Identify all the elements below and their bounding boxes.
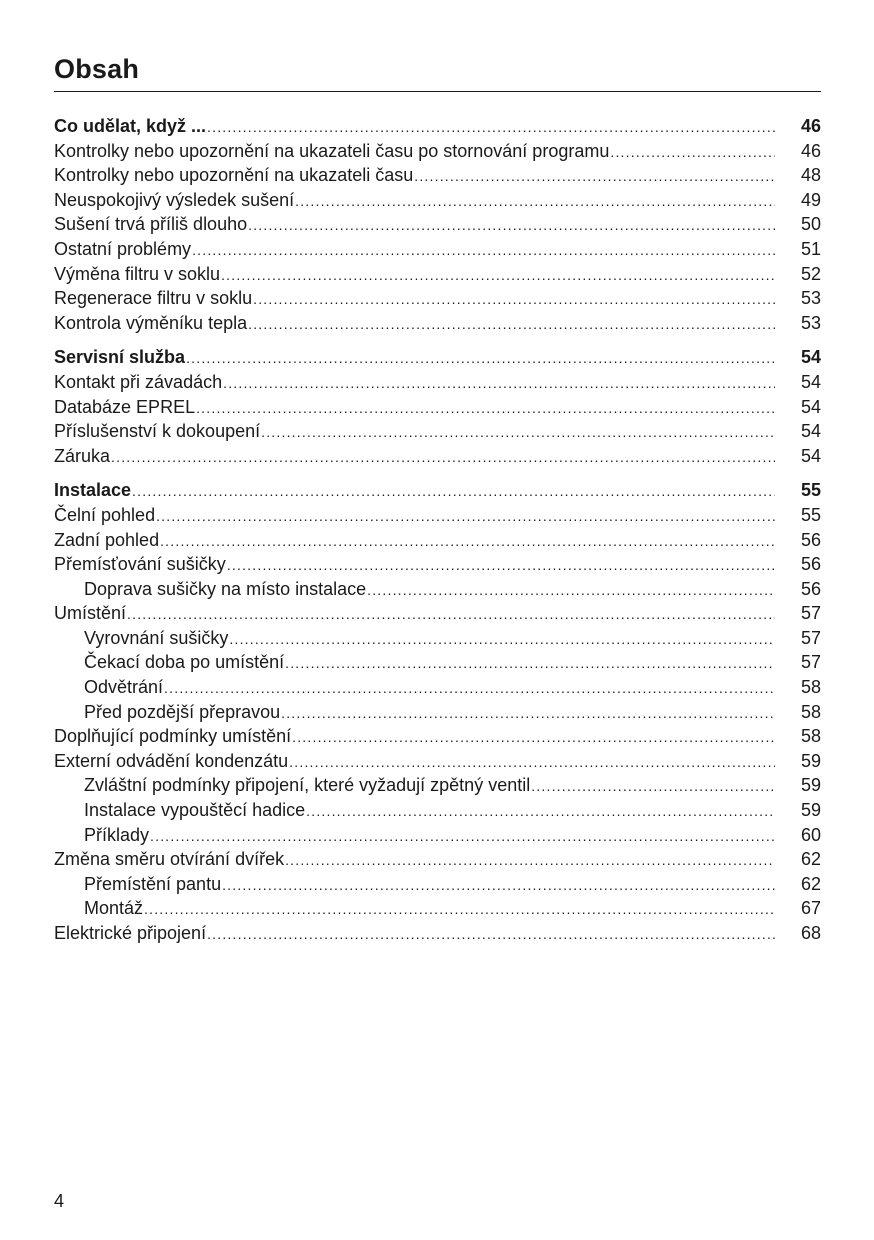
- toc-entry[interactable]: [54, 237, 821, 262]
- toc-entry-label: Čelní pohled: [54, 504, 156, 525]
- dot-leader: [156, 504, 775, 529]
- toc-entry[interactable]: [54, 503, 821, 528]
- toc-entry-page: 60: [800, 824, 821, 845]
- toc-entry-page: 55: [800, 504, 821, 525]
- dot-leader: [132, 479, 775, 504]
- toc-entry-page: 46: [800, 140, 821, 161]
- toc-subentry[interactable]: [54, 896, 821, 921]
- toc-entry-page: 56: [800, 554, 821, 575]
- dot-leader: [281, 701, 775, 726]
- toc-entry-label: Umístění: [54, 603, 127, 624]
- toc-entry-page: 56: [800, 529, 821, 550]
- toc-entry-page: 58: [800, 726, 821, 747]
- toc-entry-page: 54: [800, 421, 821, 442]
- toc-entry-label: Čekací doba po umístění: [84, 652, 285, 673]
- dot-leader: [160, 529, 775, 554]
- toc-entry-page: 58: [800, 677, 821, 698]
- dot-leader: [285, 651, 775, 676]
- toc-entry-page: 48: [800, 165, 821, 186]
- toc-entry-page: 56: [800, 578, 821, 599]
- toc-subentry[interactable]: [54, 577, 821, 602]
- dot-leader: [285, 848, 775, 873]
- toc-entry-page: 67: [800, 898, 821, 919]
- dot-leader: [196, 396, 775, 421]
- toc-entry-page: 53: [800, 312, 821, 333]
- toc-entry[interactable]: [54, 528, 821, 553]
- toc-entry-page: 57: [800, 603, 821, 624]
- toc-entry-label: Co udělat, když ...: [54, 116, 207, 136]
- dot-leader: [221, 263, 775, 288]
- toc-entry-label: Kontakt při závadách: [54, 371, 223, 392]
- toc-entry-label: Elektrické připojení: [54, 923, 207, 943]
- toc-section: [54, 345, 821, 468]
- toc-subentry[interactable]: [54, 700, 821, 725]
- table-of-contents: [54, 114, 821, 956]
- toc-section: [54, 478, 821, 945]
- dot-leader: [248, 213, 775, 238]
- dot-leader: [192, 238, 775, 263]
- toc-entry-page: 59: [800, 800, 821, 821]
- toc-entry-page: 46: [800, 116, 821, 136]
- toc-entry-page: 57: [800, 627, 821, 648]
- dot-leader: [261, 420, 775, 445]
- toc-heading[interactable]: [54, 345, 821, 370]
- dot-leader: [414, 164, 775, 189]
- toc-heading[interactable]: [54, 478, 821, 503]
- dot-leader: [127, 602, 775, 627]
- page-number: 4: [54, 1191, 65, 1211]
- toc-entry-label: Doprava sušičky na místo instalace: [84, 578, 367, 599]
- dot-leader: [292, 725, 775, 750]
- dot-leader: [306, 799, 775, 824]
- toc-entry-page: 59: [800, 750, 821, 771]
- toc-entry-label: Kontrola výměníku tepla: [54, 312, 248, 333]
- toc-entry-label: Příklady: [84, 824, 150, 845]
- toc-entry[interactable]: [54, 370, 821, 395]
- dot-leader: [289, 750, 775, 775]
- toc-entry-label: Před pozdější přepravou: [84, 701, 281, 722]
- toc-entry[interactable]: [54, 212, 821, 237]
- toc-entry-label: Sušení trvá příliš dlouho: [54, 214, 248, 235]
- toc-entry[interactable]: [54, 262, 821, 287]
- title-rule: [54, 91, 821, 92]
- toc-entry-page: 49: [800, 189, 821, 210]
- toc-entry-label: Databáze EPREL: [54, 396, 196, 417]
- page-title: Obsah: [54, 54, 140, 84]
- toc-entry[interactable]: [54, 395, 821, 420]
- toc-entry-page: 68: [800, 923, 821, 943]
- toc-section: [54, 114, 821, 335]
- toc-entry[interactable]: [54, 311, 821, 336]
- toc-entry-label: Výměna filtru v soklu: [54, 263, 221, 284]
- toc-entry-label: Zadní pohled: [54, 529, 160, 550]
- toc-entry-page: 51: [800, 238, 821, 259]
- toc-entry-label: Servisní služba: [54, 347, 186, 368]
- toc-entry-page: 62: [800, 849, 821, 870]
- toc-entry-label: Přemístění pantu: [84, 873, 222, 894]
- dot-leader: [227, 553, 775, 578]
- toc-subentry[interactable]: [54, 773, 821, 798]
- toc-entry-label: Záruka: [54, 445, 111, 466]
- toc-heading[interactable]: [54, 114, 821, 139]
- dot-leader: [207, 115, 775, 140]
- toc-subentry[interactable]: [54, 872, 821, 897]
- toc-entry-label: Odvětrání: [84, 677, 164, 698]
- toc-entry-label: Kontrolky nebo upozornění na ukazateli času: [54, 165, 414, 186]
- toc-entry[interactable]: [54, 188, 821, 213]
- toc-entry-page: 54: [800, 445, 821, 466]
- toc-subentry[interactable]: [54, 675, 821, 700]
- toc-subentry[interactable]: [54, 650, 821, 675]
- toc-entry[interactable]: [54, 139, 821, 164]
- toc-entry-label: Doplňující podmínky umístění: [54, 726, 292, 747]
- toc-entry-label: Montáž: [84, 898, 144, 919]
- toc-entry[interactable]: [54, 552, 821, 577]
- dot-leader: [222, 873, 775, 898]
- toc-entry-label: Neuspokojivý výsledek sušení: [54, 189, 295, 210]
- toc-entry-label: Vyrovnání sušičky: [84, 627, 229, 648]
- toc-entry-label: Příslušenství k dokoupení: [54, 421, 261, 442]
- toc-entry[interactable]: [54, 419, 821, 444]
- toc-entry[interactable]: [54, 163, 821, 188]
- dot-leader: [531, 774, 775, 799]
- toc-entry-label: Změna směru otvírání dvířek: [54, 849, 285, 870]
- toc-entry-page: 54: [800, 371, 821, 392]
- toc-entry[interactable]: [54, 921, 821, 946]
- dot-leader: [295, 189, 775, 214]
- dot-leader: [164, 676, 775, 701]
- dot-leader: [150, 824, 775, 849]
- toc-entry-page: 54: [800, 396, 821, 417]
- dot-leader: [610, 140, 775, 165]
- dot-leader: [207, 922, 775, 947]
- toc-subentry[interactable]: [54, 626, 821, 651]
- toc-entry[interactable]: [54, 286, 821, 311]
- toc-entry-label: Instalace: [54, 480, 132, 501]
- dot-leader: [248, 312, 775, 337]
- toc-subentry[interactable]: [54, 798, 821, 823]
- toc-entry-page: 54: [800, 347, 821, 368]
- toc-entry-page: 62: [800, 873, 821, 894]
- toc-entry-page: 50: [800, 214, 821, 235]
- toc-entry-page: 53: [800, 288, 821, 309]
- dot-leader: [186, 346, 775, 371]
- toc-entry-label: Regenerace filtru v soklu: [54, 288, 253, 309]
- toc-entry[interactable]: [54, 847, 821, 872]
- dot-leader: [229, 627, 775, 652]
- dot-leader: [144, 897, 775, 922]
- toc-entry-label: Přemísťování sušičky: [54, 554, 226, 575]
- toc-entry-label: Ostatní problémy: [54, 238, 192, 259]
- toc-entry-page: 57: [800, 652, 821, 673]
- dot-leader: [223, 371, 775, 396]
- toc-entry[interactable]: [54, 724, 821, 749]
- dot-leader: [111, 445, 775, 470]
- dot-leader: [253, 287, 775, 312]
- toc-entry-label: Instalace vypouštěcí hadice: [84, 800, 306, 821]
- toc-entry-page: 59: [800, 775, 821, 796]
- toc-entry-page: 52: [800, 263, 821, 284]
- toc-entry[interactable]: [54, 444, 821, 469]
- toc-entry-label: Externí odvádění kondenzátu: [54, 750, 289, 771]
- toc-entry-label: Zvláštní podmínky připojení, které vyžadují zpětný ventil: [84, 775, 531, 796]
- toc-entry-label: Kontrolky nebo upozornění na ukazateli času po stornování programu: [54, 140, 610, 161]
- toc-entry[interactable]: [54, 749, 821, 774]
- dot-leader: [367, 578, 775, 603]
- toc-entry-page: 58: [800, 701, 821, 722]
- toc-entry-page: 55: [800, 480, 821, 501]
- toc-subentry[interactable]: [54, 823, 821, 848]
- toc-entry[interactable]: [54, 601, 821, 626]
